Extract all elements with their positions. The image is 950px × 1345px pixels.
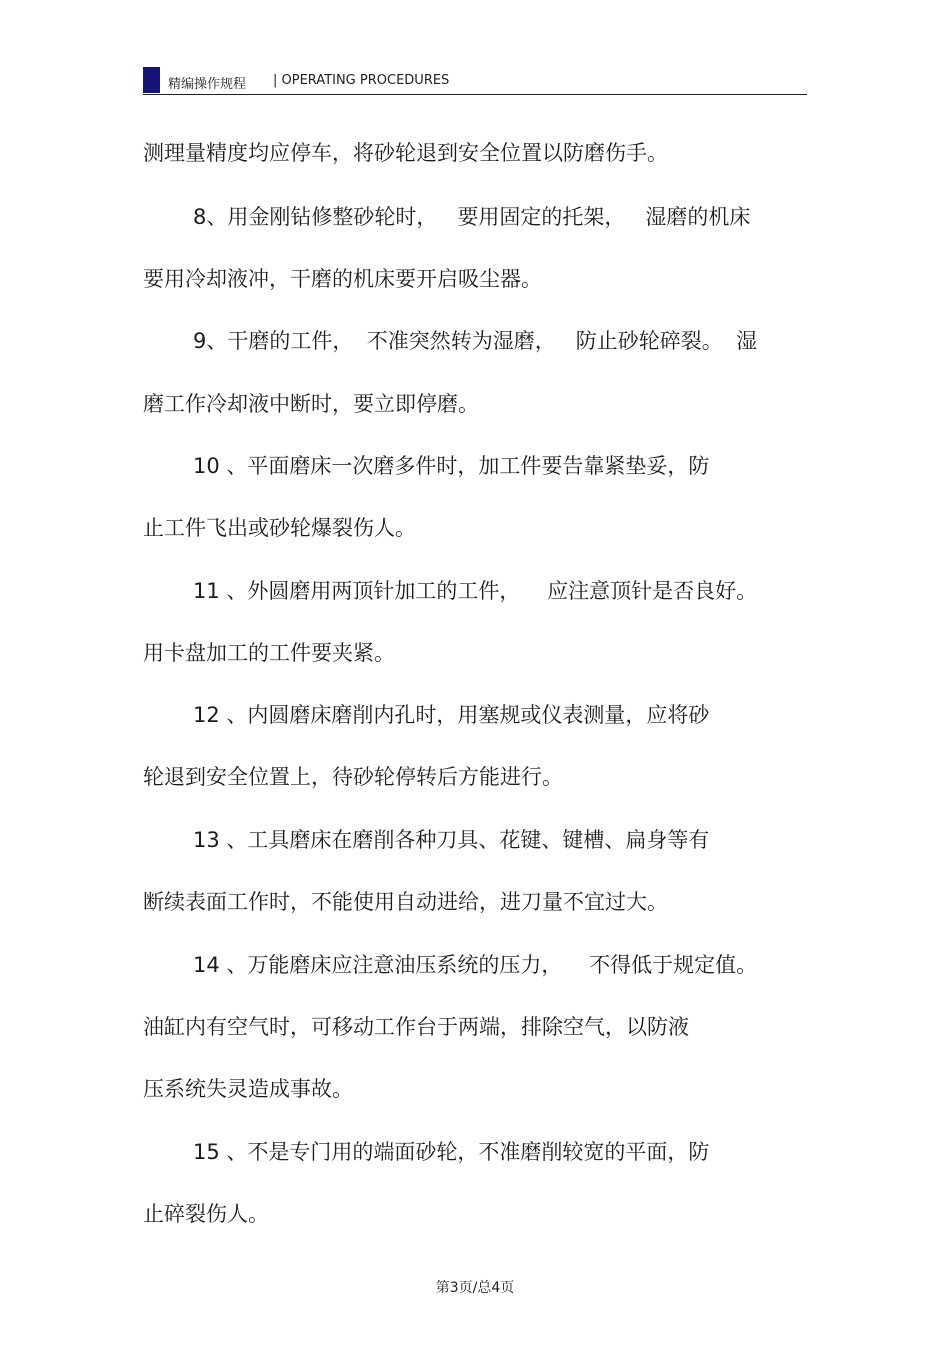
text-line: 15 、不是专门用的端面砂轮，不准磨削较宽的平面，防 [193,1140,710,1164]
header-subtitle: | OPERATING PROCEDURES [273,73,450,88]
text-line: 压系统失灵造成事故。 [143,1077,353,1101]
text-line: 14 、万能磨床应注意油压系统的压力， 不得低于规定值。 [193,953,758,977]
text-line: 止碎裂伤人。 [143,1202,269,1226]
text-line: 11 、外圆磨用两顶针加工的工件， 应注意顶针是否良好。 [193,579,758,603]
text-line: 12 、内圆磨床磨削内孔时，用塞规或仪表测量，应将砂 [193,703,710,727]
page-header [143,66,807,96]
text-line: 断续表面工作时，不能使用自动进给，进刀量不宜过大。 [143,890,668,914]
header-title: 精编操作规程 [168,77,247,92]
text-line: 要用冷却液冲，干磨的机床要开启吸尘器。 [143,267,542,291]
text-line: 油缸内有空气时，可移动工作台于两端，排除空气，以防液 [143,1015,689,1039]
text-line: 止工件飞出或砂轮爆裂伤人。 [143,516,416,540]
text-line: 10 、平面磨床一次磨多件时，加工件要告靠紧垫妥，防 [193,454,710,478]
text-line: 测理量精度均应停车，将砂轮退到安全位置以防磨伤手。 [143,141,668,165]
text-line: 磨工作冷却液中断时，要立即停磨。 [143,392,479,416]
text-line: 用卡盘加工的工件要夹紧。 [143,641,395,665]
text-line: 轮退到安全位置上，待砂轮停转后方能进行。 [143,765,563,789]
header-logo-mark [143,67,160,93]
header-divider [143,94,807,95]
page-number: 第3页/总4页 [435,1280,515,1296]
text-line: 13 、工具磨床在磨削各种刀具、花键、键槽、扁身等有 [193,828,710,852]
text-line: 9、干磨的工件， 不准突然转为湿磨， 防止砂轮碎裂。 湿 [193,329,758,353]
text-line: 8、用金刚钻修整砂轮时， 要用固定的托架， 湿磨的机床 [193,205,751,229]
